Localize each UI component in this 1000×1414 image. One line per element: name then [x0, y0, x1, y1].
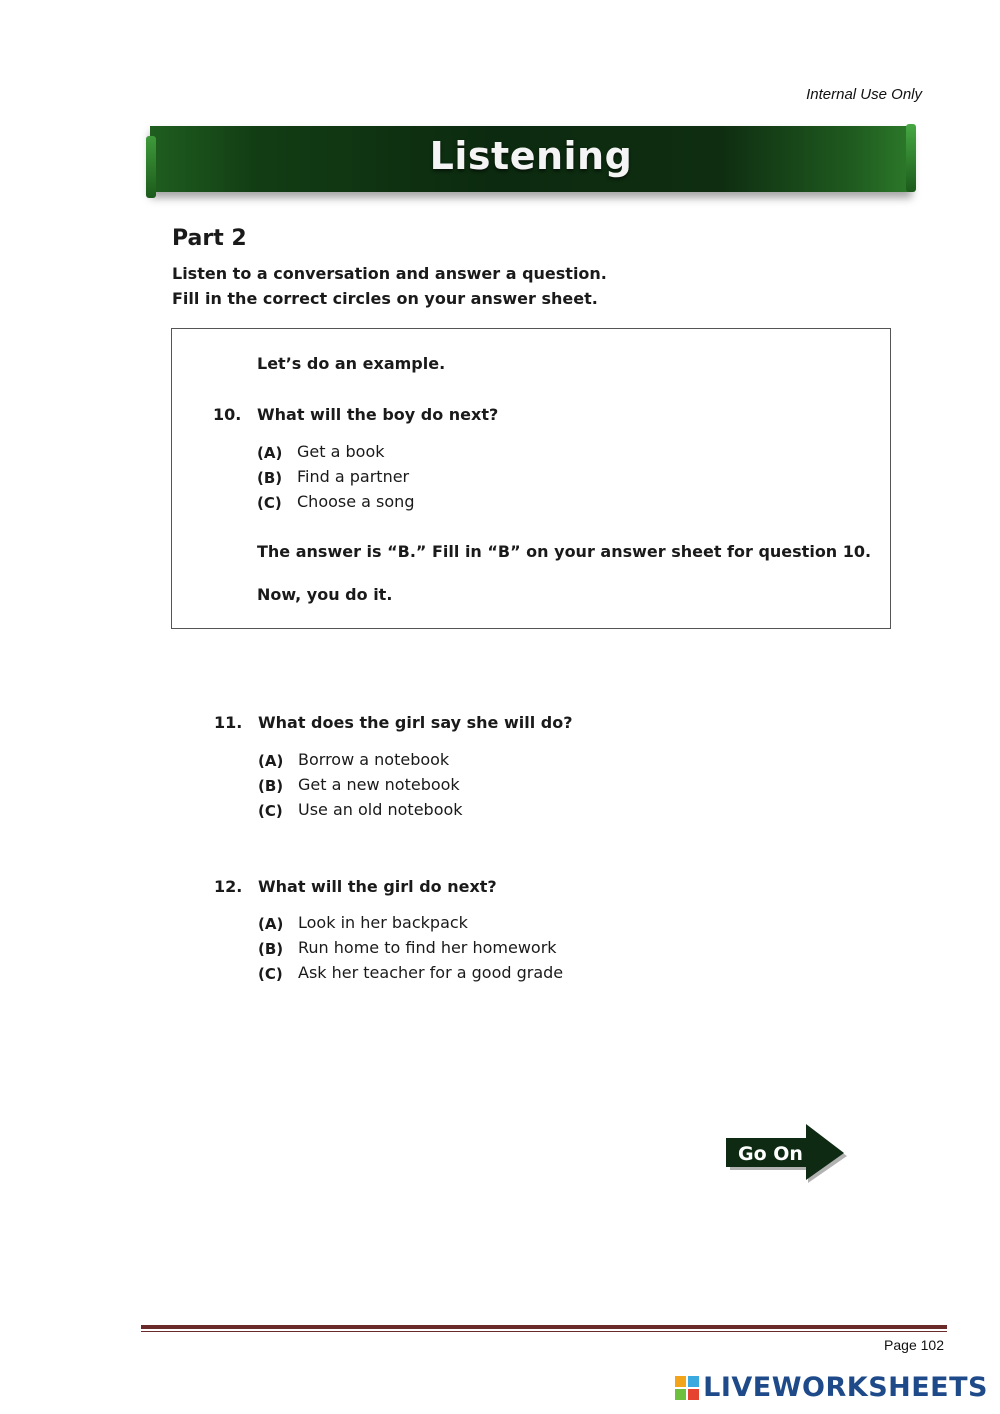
- example-question-number: 10.: [213, 405, 242, 424]
- question-12-option-text-b[interactable]: Run home to find her homework: [298, 938, 557, 957]
- question-12-option-text-c[interactable]: Ask her teacher for a good grade: [298, 963, 564, 982]
- page-number: Page 102: [884, 1337, 944, 1353]
- example-option-text-a: Get a book: [297, 442, 385, 461]
- example-question-text: What will the boy do next?: [257, 405, 499, 424]
- arrow-right-icon: [726, 1124, 848, 1184]
- question-12-number: 12.: [214, 877, 243, 896]
- example-option-letter-a: (A): [257, 444, 283, 462]
- question-11-option-letter-b[interactable]: (B): [258, 777, 284, 795]
- liveworksheets-brand: LIVEWORKSHEETS: [703, 1372, 988, 1403]
- question-12-option-letter-c[interactable]: (C): [258, 965, 283, 983]
- question-12-option-text-a[interactable]: Look in her backpack: [298, 913, 468, 932]
- liveworksheets-logo: [675, 1372, 988, 1403]
- example-option-letter-b: (B): [257, 469, 283, 487]
- go-on-button[interactable]: [726, 1124, 848, 1184]
- question-11-option-letter-c[interactable]: (C): [258, 802, 283, 820]
- example-option-text-c: Choose a song: [297, 492, 415, 511]
- example-option-letter-c: (C): [257, 494, 282, 512]
- instruction-line-1: Listen to a conversation and answer a question.: [172, 264, 607, 283]
- liveworksheets-logo-icon: [675, 1376, 699, 1400]
- question-12-option-letter-a[interactable]: (A): [258, 915, 284, 933]
- example-intro: Let’s do an example.: [257, 354, 446, 373]
- question-11-number: 11.: [214, 713, 243, 732]
- section-title: Listening: [429, 134, 633, 178]
- question-11-option-text-c[interactable]: Use an old notebook: [298, 800, 463, 819]
- instruction-line-2: Fill in the correct circles on your answer sheet.: [172, 289, 598, 308]
- go-on-label: Go On: [738, 1143, 803, 1165]
- example-closing: Now, you do it.: [257, 585, 393, 604]
- question-12-text: What will the girl do next?: [258, 877, 497, 896]
- part-title: Part 2: [172, 226, 247, 251]
- footer-rule: [141, 1325, 947, 1329]
- question-11-text: What does the girl say she will do?: [258, 713, 573, 732]
- footer-rule-thin: [141, 1331, 947, 1332]
- section-banner: [150, 126, 912, 192]
- question-11-option-text-b[interactable]: Get a new notebook: [298, 775, 460, 794]
- question-11-option-text-a[interactable]: Borrow a notebook: [298, 750, 450, 769]
- example-answer-note: The answer is “B.” Fill in “B” on your answer sheet for question 10.: [257, 542, 872, 561]
- question-12-option-letter-b[interactable]: (B): [258, 940, 284, 958]
- example-option-text-b: Find a partner: [297, 467, 410, 486]
- internal-use-notice: Internal Use Only: [806, 86, 922, 103]
- question-11-option-letter-a[interactable]: (A): [258, 752, 284, 770]
